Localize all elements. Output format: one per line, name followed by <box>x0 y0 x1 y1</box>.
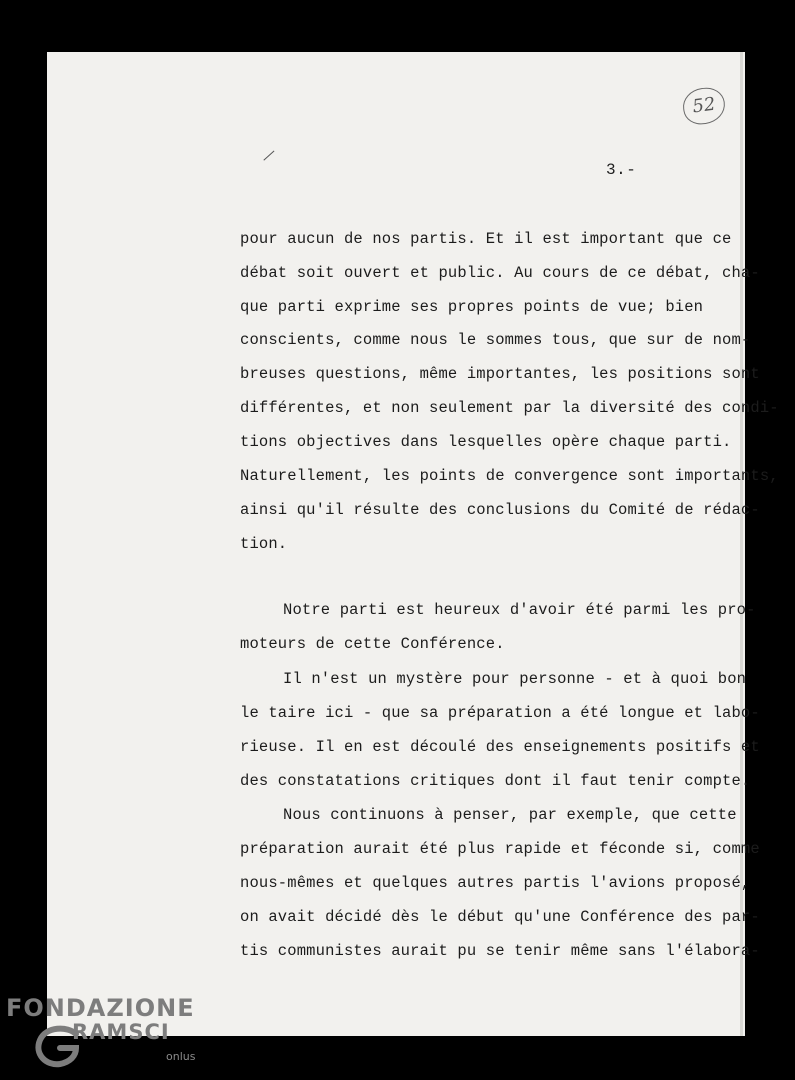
text-line: tions objectives dans lesquelles opère chaque parti. <box>240 433 732 451</box>
page-number: 3.- <box>606 161 637 179</box>
text-line: tis communistes aurait pu se tenir même sans l'élabora- <box>240 942 760 960</box>
text-line: breuses questions, même importantes, les positions sont <box>240 365 760 383</box>
text-line: débat soit ouvert et public. Au cours de ce débat, cha- <box>240 264 760 282</box>
text-line: on avait décidé dès le début qu'une Conférence des par- <box>240 908 760 926</box>
text-line: différentes, et non seulement par la diversité des condi- <box>240 399 779 417</box>
text-line: Naturellement, les points de convergence sont importants, <box>240 467 779 485</box>
text-line: moteurs de cette Conférence. <box>240 635 505 653</box>
watermark-line-1: FONDAZIONE <box>6 994 195 1022</box>
watermark-line-3: onlus <box>166 1050 196 1063</box>
text-line: rieuse. Il en est découlé des enseignements positifs et <box>240 738 760 756</box>
text-line: Nous continuons à penser, par exemple, que cette <box>283 806 737 824</box>
text-line: Notre parti est heureux d'avoir été parmi les pro- <box>283 601 756 619</box>
text-line: nous-mêmes et quelques autres partis l'avions proposé, <box>240 874 751 892</box>
text-line: le taire ici - que sa préparation a été longue et labo- <box>240 704 760 722</box>
archive-number-stamp: 52 <box>681 85 728 126</box>
text-line: ainsi qu'il résulte des conclusions du Comité de rédac- <box>240 501 760 519</box>
text-line: que parti exprime ses propres points de vue; bien <box>240 298 704 316</box>
text-line: tion. <box>240 535 288 553</box>
watermark-line-2: RAMSCI <box>72 1020 170 1044</box>
text-line: conscients, comme nous le sommes tous, que sur de nom- <box>240 331 751 349</box>
text-line: pour aucun de nos partis. Et il est important que ce <box>240 230 732 248</box>
text-line: Il n'est un mystère pour personne - et à quoi bon <box>283 670 747 688</box>
text-line: des constatations critiques dont il faut tenir compte. <box>240 772 751 790</box>
fondazione-gramsci-watermark <box>6 994 206 1074</box>
text-line: préparation aurait été plus rapide et féconde si, comme <box>240 840 760 858</box>
